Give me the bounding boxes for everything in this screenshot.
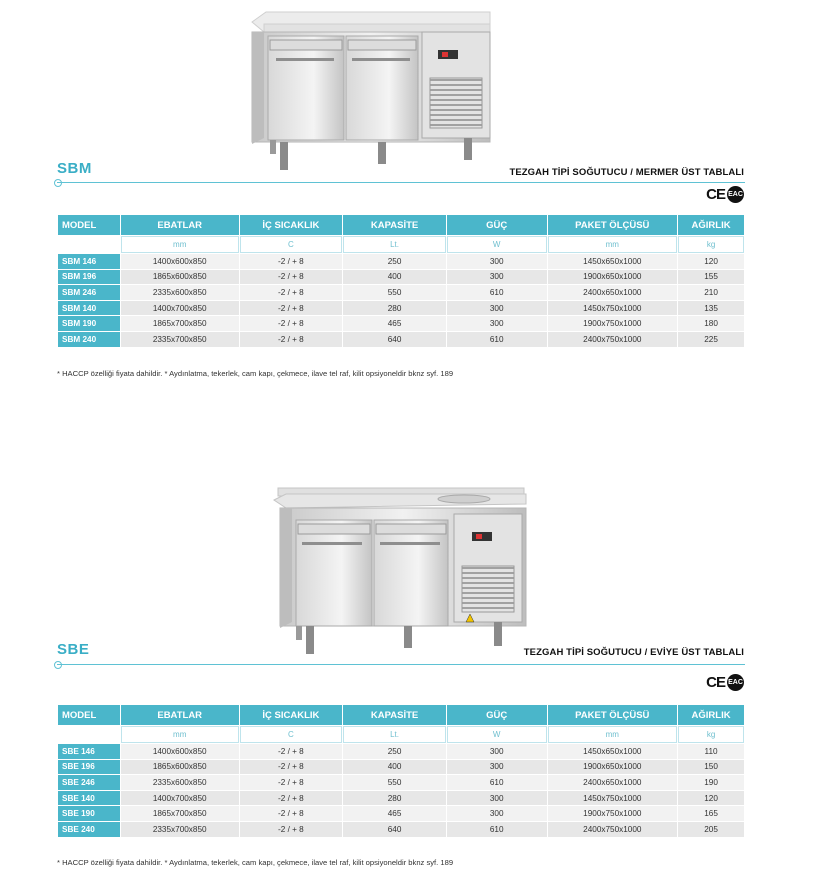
eac-mark-icon: EAC [727,674,744,691]
table-cell: -2 / + 8 [240,316,343,331]
col-header-internal-temp: İÇ SICAKLIK [240,705,343,725]
table-cell: 250 [343,254,446,269]
table-cell: 465 [343,316,446,331]
table-cell: 550 [343,775,446,790]
table-cell: -2 / + 8 [240,822,343,837]
footnote: * HACCP özelliği fiyata dahildir. * Aydınlatma, tekerlek, cam kapı, çekmece, ilave tel raf, kilit opsiyoneldir bknz syf. 189 [57,858,454,867]
unit-cell: kg [678,726,744,743]
table-row [58,744,744,759]
table-cell: 1865x700x850 [121,316,239,331]
series-code: SBM [57,160,92,177]
model-cell: SBE 146 [58,744,120,759]
unit-cell: C [240,726,343,743]
footnote: * HACCP özelliği fiyata dahildir. * Aydınlatma, tekerlek, cam kapı, çekmece, ilave tel raf, kilit opsiyoneldir bknz syf. 189 [57,369,454,378]
table-cell: 1450x750x1000 [548,791,678,806]
table-cell: 610 [447,822,547,837]
table-cell: 205 [678,822,744,837]
series-code: SBE [57,641,90,658]
model-cell: SBE 246 [58,775,120,790]
model-cell: SBE 240 [58,822,120,837]
table-cell: 1450x750x1000 [548,301,678,316]
model-cell: SBE 196 [58,760,120,775]
table-cell: -2 / + 8 [240,791,343,806]
table-cell: -2 / + 8 [240,332,343,347]
table-cell: 120 [678,791,744,806]
table-cell: -2 / + 8 [240,760,343,775]
unit-row [58,726,744,743]
table-cell: 1450x650x1000 [548,254,678,269]
table-cell: 300 [447,791,547,806]
unit-cell: Lt. [343,726,446,743]
ce-mark-icon: CE [706,674,725,691]
spec-table [57,704,745,838]
table-row [58,822,744,837]
table-row [58,791,744,806]
table-cell: 300 [447,270,547,285]
table-cell: 610 [447,775,547,790]
model-cell: SBE 190 [58,806,120,821]
unit-cell: kg [678,236,744,253]
table-cell: 300 [447,806,547,821]
col-header-capacity: KAPASİTE [343,215,446,235]
table-cell: 2400x650x1000 [548,285,678,300]
table-cell: 2335x700x850 [121,332,239,347]
col-header-weight: AĞIRLIK [678,705,744,725]
table-cell: 400 [343,270,446,285]
col-header-internal-temp: İÇ SICAKLIK [240,215,343,235]
series-description: TEZGAH TİPİ SOĞUTUCU / EVİYE ÜST TABLALI [523,647,744,658]
table-cell: 2400x750x1000 [548,822,678,837]
table-cell: 1900x650x1000 [548,760,678,775]
unit-cell: W [447,726,547,743]
table-cell: 1400x600x850 [121,254,239,269]
table-cell: 110 [678,744,744,759]
table-cell: 300 [447,254,547,269]
table-cell: 2335x600x850 [121,775,239,790]
table-cell: 190 [678,775,744,790]
table-cell: 280 [343,301,446,316]
table-cell: 1400x600x850 [121,744,239,759]
unit-cell [58,726,120,743]
unit-cell: mm [121,726,239,743]
model-cell: SBE 140 [58,791,120,806]
col-header-weight: AĞIRLIK [678,215,744,235]
table-cell: -2 / + 8 [240,744,343,759]
table-cell: 250 [343,744,446,759]
table-cell: 300 [447,316,547,331]
model-cell: SBM 190 [58,316,120,331]
table-cell: 1865x600x850 [121,270,239,285]
table-cell: 210 [678,285,744,300]
col-header-package-size: PAKET ÖLÇÜSÜ [548,215,678,235]
table-cell: -2 / + 8 [240,254,343,269]
table-cell: 1900x650x1000 [548,270,678,285]
table-row [58,775,744,790]
table-cell: 155 [678,270,744,285]
table-cell: 225 [678,332,744,347]
table-row [58,760,744,775]
unit-cell: Lt. [343,236,446,253]
unit-cell: W [447,236,547,253]
title-rule [57,664,745,665]
model-cell: SBM 140 [58,301,120,316]
table-cell: 465 [343,806,446,821]
table-cell: 2400x750x1000 [548,332,678,347]
table-cell: 400 [343,760,446,775]
ce-mark-icon: CE [706,186,725,203]
table-cell: -2 / + 8 [240,775,343,790]
table-cell: 300 [447,744,547,759]
col-header-power: GÜÇ [447,215,547,235]
table-cell: 280 [343,791,446,806]
header-row [58,705,744,725]
title-rule-dot [54,661,62,669]
col-header-model: MODEL [58,215,120,235]
table-cell: 1865x700x850 [121,806,239,821]
table-cell: -2 / + 8 [240,285,343,300]
table-cell: 610 [447,285,547,300]
model-cell: SBM 240 [58,332,120,347]
table-cell: 1865x600x850 [121,760,239,775]
table-cell: 1900x750x1000 [548,806,678,821]
table-cell: -2 / + 8 [240,806,343,821]
table-cell: 1450x650x1000 [548,744,678,759]
table-cell: -2 / + 8 [240,301,343,316]
table-cell: 1400x700x850 [121,301,239,316]
unit-cell: mm [548,726,678,743]
table-cell: 550 [343,285,446,300]
col-header-dimensions: EBATLAR [121,705,239,725]
table-cell: 120 [678,254,744,269]
unit-cell: mm [548,236,678,253]
series-description: TEZGAH TİPİ SOĞUTUCU / MERMER ÜST TABLALI [509,167,744,178]
table-cell: 2335x700x850 [121,822,239,837]
unit-cell: mm [121,236,239,253]
table-row [58,806,744,821]
table-cell: 640 [343,332,446,347]
col-header-capacity: KAPASİTE [343,705,446,725]
col-header-model: MODEL [58,705,120,725]
table-cell: 1400x700x850 [121,791,239,806]
table-cell: 135 [678,301,744,316]
table-cell: 1900x750x1000 [548,316,678,331]
col-header-power: GÜÇ [447,705,547,725]
table-cell: -2 / + 8 [240,270,343,285]
eac-mark-icon: EAC [727,186,744,203]
unit-cell: C [240,236,343,253]
table-cell: 640 [343,822,446,837]
model-cell: SBM 146 [58,254,120,269]
table-cell: 300 [447,301,547,316]
table-cell: 2400x650x1000 [548,775,678,790]
certification-marks [706,674,744,691]
table-cell: 610 [447,332,547,347]
model-cell: SBM 246 [58,285,120,300]
table-cell: 2335x600x850 [121,285,239,300]
model-cell: SBM 196 [58,270,120,285]
table-cell: 150 [678,760,744,775]
counter-fridge-sink-top-image [270,486,530,656]
table-cell: 165 [678,806,744,821]
col-header-dimensions: EBATLAR [121,215,239,235]
table-cell: 300 [447,760,547,775]
col-header-package-size: PAKET ÖLÇÜSÜ [548,705,678,725]
table-cell: 180 [678,316,744,331]
